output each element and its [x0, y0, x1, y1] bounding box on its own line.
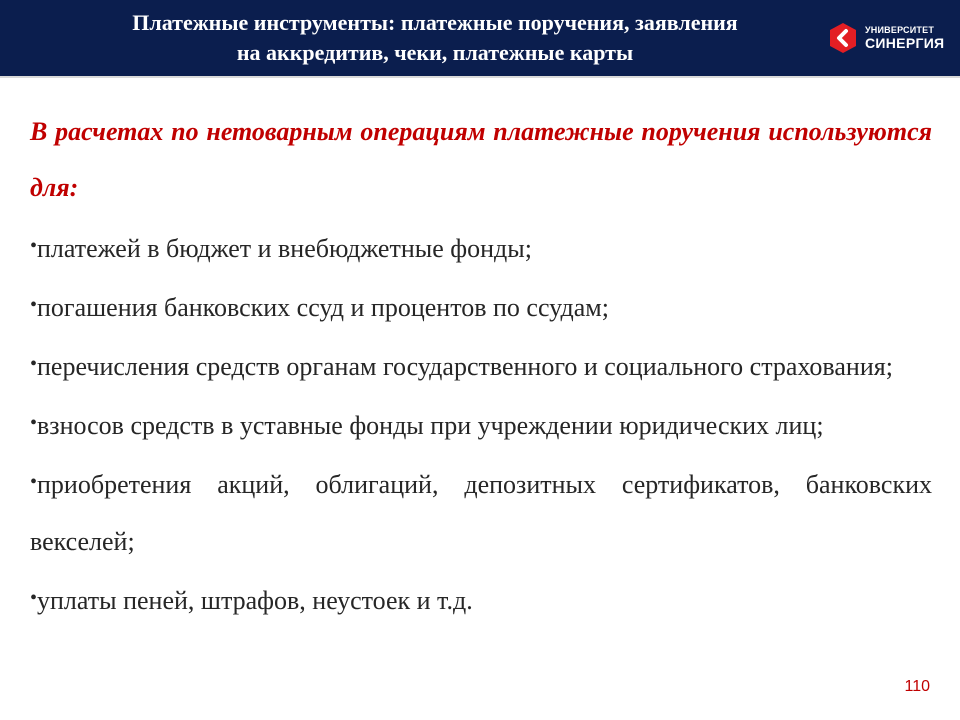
bullet-icon: • — [30, 353, 38, 375]
list-item — [30, 570, 932, 629]
list-item-text: перечисления средств органам государственного и социального страхования; — [37, 352, 893, 381]
slide-body — [30, 104, 932, 629]
intro-text: В расчетах по нетоварным операциям платежные поручения используются для: — [30, 117, 932, 202]
logo-university-text: УНИВЕРСИТЕТ — [865, 25, 935, 35]
list-item — [30, 218, 932, 277]
slide-title-line-2: на аккредитив, чеки, платежные карты — [236, 40, 634, 65]
list-item-text: уплаты пеней, штрафов, неустоек и т.д. — [37, 586, 473, 615]
bullet-icon: • — [30, 587, 38, 609]
bullet-icon: • — [30, 294, 38, 316]
synergy-logo-icon — [828, 22, 858, 54]
slide-title — [40, 8, 830, 68]
list-item-text: погашения банковских ссуд и процентов по ссудам; — [37, 293, 609, 322]
bullet-icon: • — [30, 412, 38, 434]
logo-name-text: СИНЕРГИЯ — [865, 35, 945, 51]
list-item — [30, 336, 932, 395]
list-item-text: приобретения акций, облигаций, депозитных сертификатов, банковских векселей; — [30, 470, 932, 556]
bullet-icon: • — [30, 235, 38, 257]
list-item-text: платежей в бюджет и внебюджетные фонды; — [37, 234, 532, 263]
synergy-logo — [828, 22, 948, 56]
slide-title-line-1: Платежные инструменты: платежные поручения, заявления — [132, 10, 738, 35]
list-item-text: взносов средств в уставные фонды при учреждении юридических лиц; — [37, 411, 824, 440]
bullet-icon: • — [30, 471, 38, 493]
slide-header — [0, 0, 960, 78]
list-item — [30, 395, 932, 454]
list-item — [30, 277, 932, 336]
list-item — [30, 454, 932, 570]
page-number: 110 — [904, 678, 930, 695]
usage-list — [30, 218, 932, 629]
